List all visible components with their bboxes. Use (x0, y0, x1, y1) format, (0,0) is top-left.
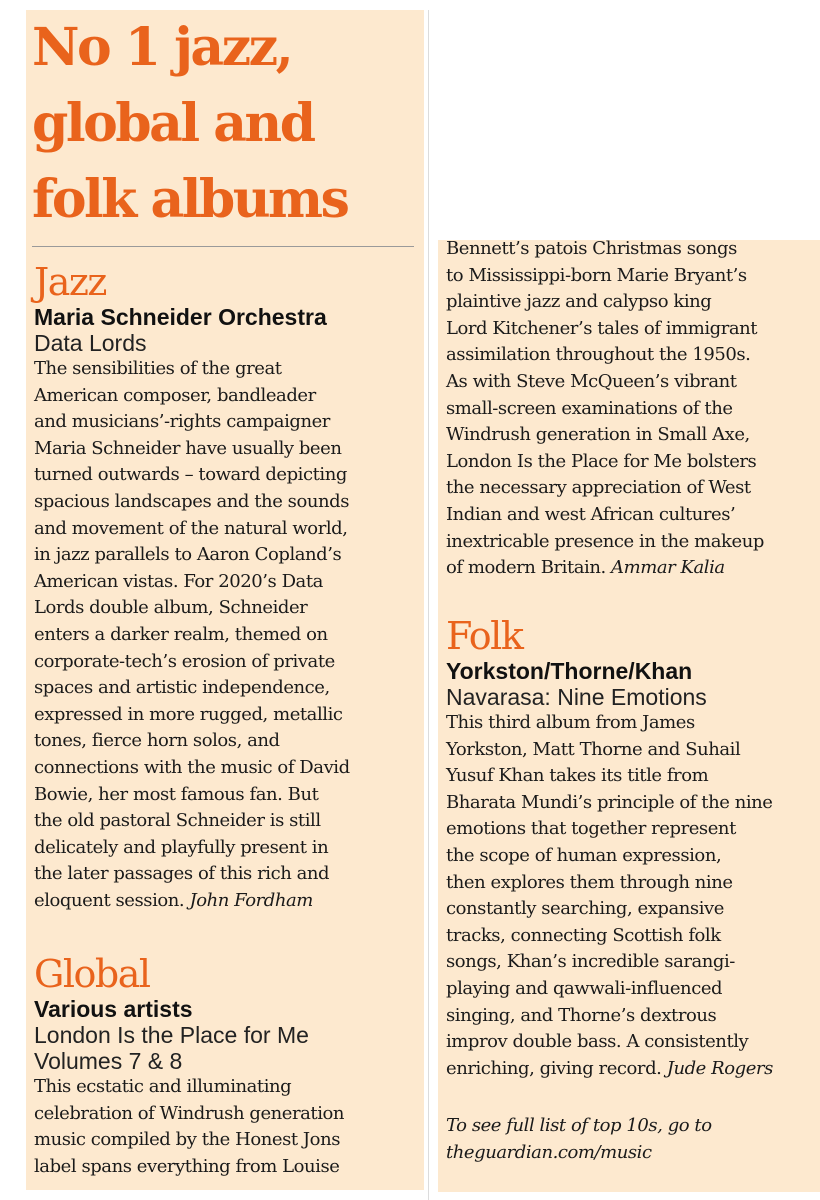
global-byline: Ammar Kalia (611, 557, 725, 579)
left-column (26, 10, 424, 1190)
review-line: As with Steve McQueen’s vibrant (446, 370, 737, 392)
review-line: the old pastoral Schneider is still (34, 810, 321, 832)
review-line: connections with the music of David (34, 756, 350, 778)
review-line: singing, and Thorne’s dextrous (446, 1004, 717, 1026)
review-line: Windrush generation in Small Axe, (446, 424, 750, 446)
review-line-final (446, 1056, 820, 1083)
right-column (438, 240, 820, 1192)
jazz-byline: John Fordham (189, 889, 313, 911)
album-line: London Is the Place for Me (34, 1022, 309, 1048)
review-line: the necessary appreciation of West (446, 477, 751, 499)
headline-line: global and (32, 93, 314, 154)
global-album (34, 1022, 424, 1074)
column-divider (428, 10, 429, 1200)
jazz-album: Data Lords (34, 330, 147, 356)
review-line: and musicians’-rights campaigner (34, 411, 330, 433)
global-continued-text (446, 240, 820, 582)
review-line: small-screen examinations of the (446, 397, 733, 419)
review-line: Bennett’s patois Christmas songs (446, 240, 737, 259)
album-line: Volumes 7 & 8 (34, 1048, 183, 1074)
review-line: Maria Schneider have usually been (34, 437, 342, 459)
review-line: delicately and playfully present in (34, 836, 329, 858)
review-line: the scope of human expression, (446, 844, 722, 866)
folk-byline: Jude Rogers (666, 1057, 773, 1079)
review-line: improv double bass. A consistently (446, 1031, 749, 1053)
review-line: enters a darker realm, themed on (34, 623, 328, 645)
folk-artist: Yorkston/Thorne/Khan (446, 658, 693, 684)
review-line: emotions that together represent (446, 818, 736, 840)
folk-section-title: Folk (446, 614, 523, 658)
review-line: corporate-tech’s erosion of private (34, 650, 335, 672)
global-review-continued (446, 240, 820, 582)
top-margin (0, 0, 820, 10)
review-line: constantly searching, expansive (446, 898, 724, 920)
review-line: The sensibilities of the great (34, 358, 282, 379)
review-line: expressed in more rugged, metallic (34, 703, 343, 725)
review-line: Bowie, her most famous fan. But (34, 783, 319, 805)
review-line: enriching, giving record. (446, 1057, 662, 1079)
headline-rule (32, 246, 414, 247)
footer-link: theguardian.com/music (446, 1142, 652, 1163)
headline-line: No 1 jazz, (32, 17, 292, 78)
footer-note (446, 1112, 816, 1166)
headline-line: folk albums (32, 169, 348, 230)
review-line: label spans everything from Louise (34, 1155, 340, 1177)
review-line: London Is the Place for Me bolsters (446, 450, 757, 472)
review-line: spacious landscapes and the sounds (34, 490, 349, 512)
review-line: Yorkston, Matt Thorne and Suhail (446, 738, 741, 760)
review-line: in jazz parallels to Aaron Copland’s (34, 544, 342, 566)
review-line: to Mississippi-born Marie Bryant’s (446, 264, 747, 286)
review-line: celebration of Windrush generation (34, 1102, 345, 1124)
review-line: Bharata Mundi’s principle of the nine (446, 791, 773, 813)
global-review-text (34, 1074, 424, 1180)
jazz-review-text (34, 356, 424, 914)
folk-review (446, 614, 820, 1082)
review-line: tones, fierce horn solos, and (34, 730, 280, 752)
review-line: then explores them through nine (446, 871, 733, 893)
global-review (34, 952, 424, 1180)
folk-review-text (446, 710, 820, 1082)
review-line: music compiled by the Honest Jons (34, 1129, 340, 1151)
review-line: inextricable presence in the makeup (446, 530, 764, 552)
review-line: eloquent session. (34, 889, 185, 911)
review-line: Yusuf Khan takes its title from (446, 765, 709, 787)
review-line: Indian and west African cultures’ (446, 503, 736, 525)
review-line: This third album from James (446, 712, 695, 733)
review-line: Lords double album, Schneider (34, 597, 308, 619)
folk-album: Navarasa: Nine Emotions (446, 684, 707, 710)
review-line: American composer, bandleader (34, 384, 316, 406)
page-headline (32, 10, 422, 238)
review-line: American vistas. For 2020’s Data (34, 570, 323, 592)
jazz-section-title: Jazz (34, 260, 106, 304)
review-line: songs, Khan’s incredible sarangi- (446, 951, 735, 973)
review-line: assimilation throughout the 1950s. (446, 344, 751, 366)
review-line-final (34, 888, 424, 915)
review-line: and movement of the natural world, (34, 517, 348, 539)
review-line-final (446, 555, 820, 582)
review-line: plaintive jazz and calypso king (446, 291, 712, 313)
jazz-artist: Maria Schneider Orchestra (34, 304, 327, 330)
review-line: This ecstatic and illuminating (34, 1076, 292, 1097)
review-line: tracks, connecting Scottish folk (446, 924, 721, 946)
review-line: the later passages of this rich and (34, 863, 330, 885)
review-line: Lord Kitchener’s tales of immigrant (446, 317, 758, 339)
review-line: of modern Britain. (446, 557, 606, 579)
review-line: turned outwards – toward depicting (34, 464, 347, 486)
review-line: spaces and artistic independence, (34, 677, 330, 699)
review-line: playing and qawwali-influenced (446, 977, 723, 999)
global-artist: Various artists (34, 996, 193, 1022)
jazz-review (34, 260, 424, 914)
global-section-title: Global (34, 952, 150, 996)
footer-line: To see full list of top 10s, go to (446, 1115, 712, 1136)
